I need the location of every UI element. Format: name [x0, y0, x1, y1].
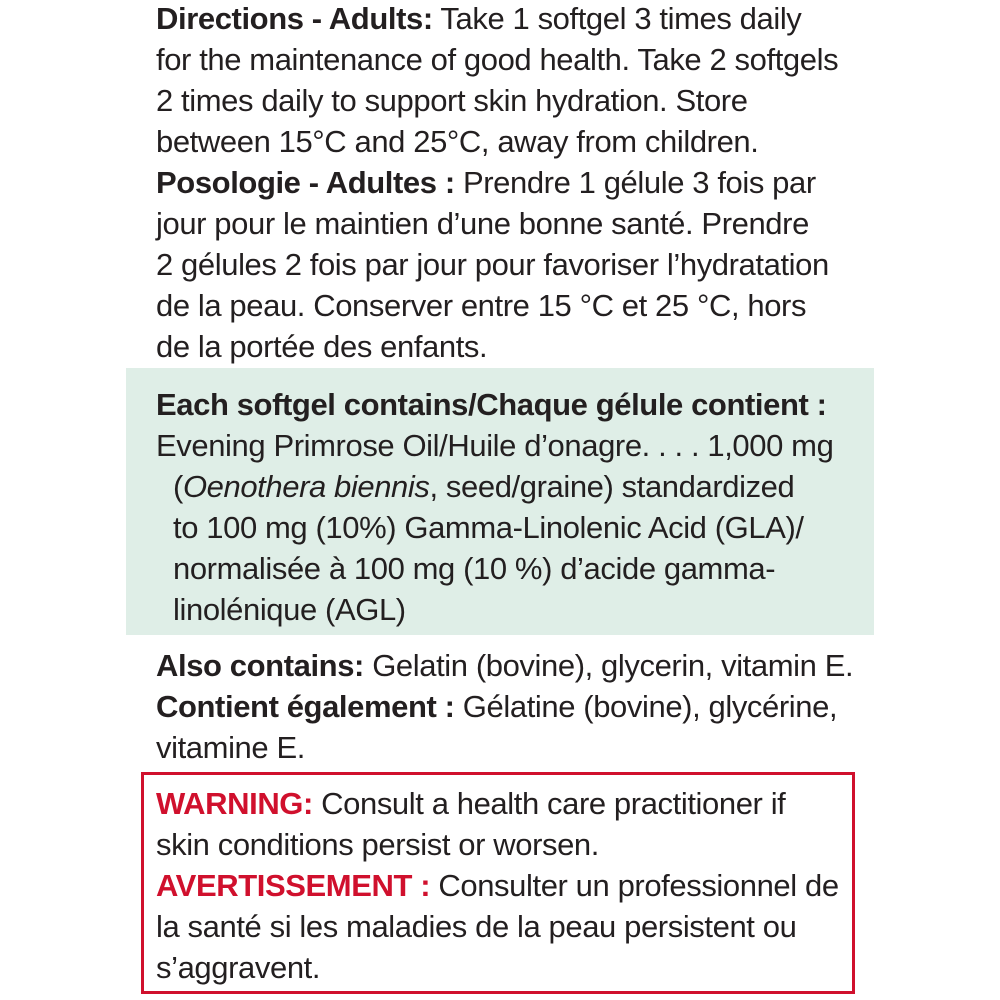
posologie-line-1: [156, 162, 876, 203]
directions-line-2: for the maintenance of good health. Take 2 softgels: [156, 42, 839, 77]
directions-line-3: 2 times daily to support skin hydration. Store: [156, 83, 748, 118]
ingredient-detail-line-1: to 100 mg (10%) Gamma-Linolenic Acid (GLA)/: [173, 510, 804, 545]
posologie-heading: Posologie - Adultes :: [156, 165, 455, 200]
warning-fr-heading: AVERTISSEMENT :: [156, 868, 431, 903]
posologie-line-2: jour pour le maintien d’une bonne santé. Prendre: [156, 206, 809, 241]
also-contains-en-text: Gelatin (bovine), glycerin, vitamin E.: [363, 648, 854, 683]
warning-fr-text: Consulter un professionnel de: [430, 868, 839, 903]
warning-en-heading: WARNING:: [156, 786, 313, 821]
warning-fr-line-3: s’aggravent.: [156, 950, 321, 985]
directions-line-1: [156, 0, 876, 39]
ingredients-section: [156, 384, 876, 630]
warning-section: [156, 783, 876, 988]
directions-text-1: Take 1 softgel 3 times daily: [432, 1, 802, 36]
also-contains-fr: [156, 686, 876, 727]
also-contains-en-heading: Also contains:: [156, 648, 364, 683]
directions-heading: Directions - Adults:: [156, 1, 433, 36]
posologie-section: [156, 162, 876, 367]
posologie-line-5: de la portée des enfants.: [156, 329, 488, 364]
warning-fr-line-2: la santé si les maladies de la peau persistent ou: [156, 909, 797, 944]
posologie-line-3: 2 gélules 2 fois par jour pour favoriser l’hydratation: [156, 247, 829, 282]
also-contains-fr-heading: Contient également :: [156, 689, 455, 724]
directions-line-4: between 15°C and 25°C, away from children.: [156, 124, 759, 159]
also-contains-fr-text: Gélatine (bovine), glycérine,: [454, 689, 838, 724]
posologie-text-1: Prendre 1 gélule 3 fois par: [454, 165, 816, 200]
latin-name: Oenothera biennis: [182, 469, 430, 504]
warning-fr-line-1: [156, 865, 876, 906]
directions-section: [156, 0, 876, 162]
ingredients-heading: [156, 384, 876, 425]
ingredient-main-line: Evening Primrose Oil/Huile d’onagre. . . . 1,000 mg: [156, 428, 834, 463]
ingredient-latin-line: [156, 466, 876, 507]
also-contains-en: [156, 645, 876, 686]
warning-en-text: Consult a health care practitioner if: [312, 786, 786, 821]
also-contains-section: [156, 645, 876, 768]
also-contains-fr-2: vitamine E.: [156, 730, 305, 765]
latin-open: (: [173, 469, 183, 504]
ingredient-detail-line-3: linolénique (AGL): [173, 592, 406, 627]
warning-en-line-2: skin conditions persist or worsen.: [156, 827, 599, 862]
ingredient-detail-line-2: normalisée à 100 mg (10 %) d’acide gamma-: [173, 551, 776, 586]
latin-rest: , seed/graine) standardized: [429, 469, 795, 504]
posologie-line-4: de la peau. Conserver entre 15 °C et 25 °C, hors: [156, 288, 807, 323]
ingredients-heading-text: Each softgel contains/Chaque gélule contient :: [156, 387, 827, 422]
warning-en-line-1: [156, 783, 876, 824]
